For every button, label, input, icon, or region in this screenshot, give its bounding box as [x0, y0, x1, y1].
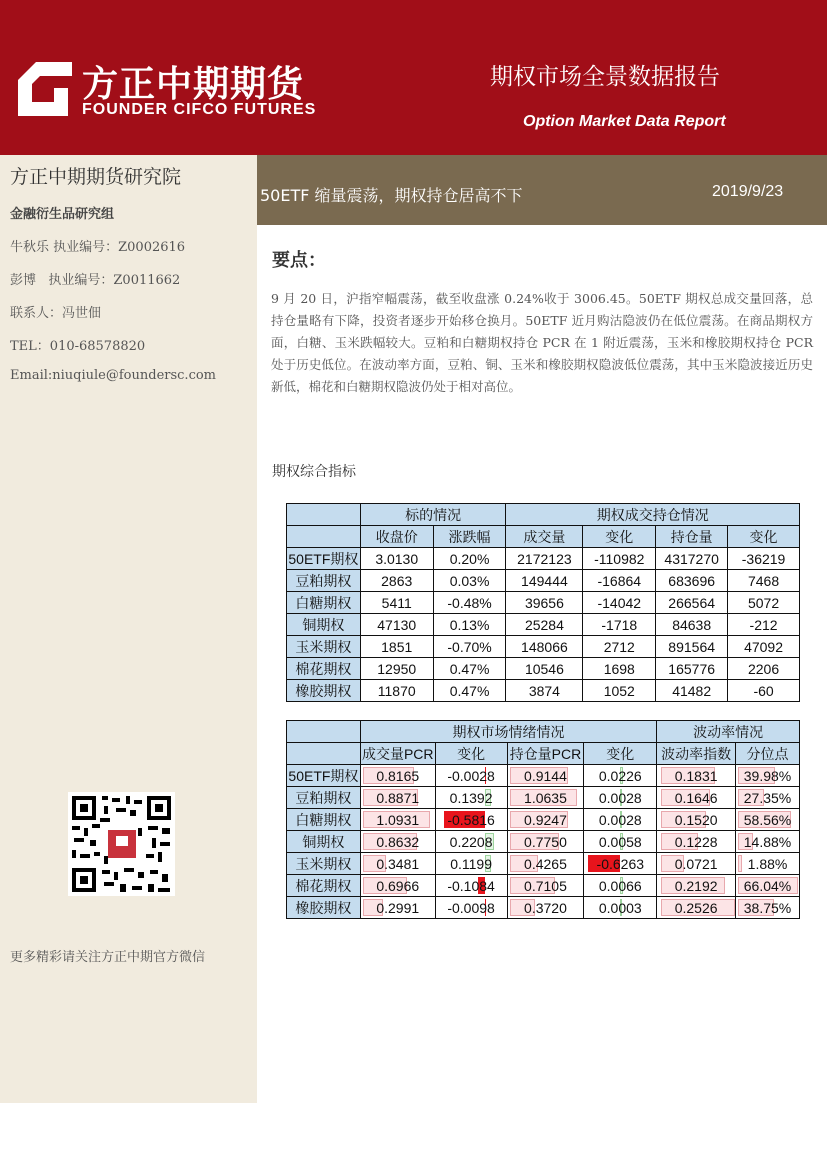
table-cell: -14042 — [583, 592, 656, 614]
summary-paragraph: 9 月 20 日，沪指窄幅震荡，截至收盘涨 0.24%收于 3006.45。50ETF 期权总成交量回落，总持仓量略有下降，投资者逐步开始移仓换月。50ETF 近月购沽隐波仍在低位震荡。在商品期权方面，白糖、玉米跌幅较大。豆粕和白糖期权持仓 PCR 在 1 附近震荡，玉米和橡胶期权持仓 PCR 处于历史低位。在波动率方面，豆粕、铜、玉米和橡胶期权隐波低位震荡，其中玉米隐波接近历史新低，棉花和白糖期权隐波仍处于相对高位。 — [271, 291, 813, 394]
table-cell — [657, 787, 736, 809]
column-header: 波动率指数 — [657, 743, 736, 765]
report-title: 期权市场全景数据报告 — [490, 64, 720, 90]
table-cell — [736, 831, 800, 853]
column-header: 变化 — [583, 526, 656, 548]
cell-value: -0.6263 — [596, 855, 645, 872]
table-cell — [584, 809, 657, 831]
cell-value: 0.0721 — [674, 855, 718, 872]
table-cell: 7468 — [728, 570, 800, 592]
table-cell — [360, 853, 435, 875]
analyst-2: 彭博 执业编号：Z0011662 — [10, 273, 181, 288]
row-label: 50ETF期权 — [287, 548, 361, 570]
corner-cell — [287, 743, 361, 765]
table-cell — [507, 897, 584, 919]
table-cell: -1718 — [583, 614, 656, 636]
table-cell: 2712 — [583, 636, 656, 658]
key-points-heading: 要点： — [272, 250, 326, 271]
table-cell: 2863 — [360, 570, 433, 592]
row-label: 棉花期权 — [287, 658, 361, 680]
table-cell: 0.03% — [433, 570, 506, 592]
table-cell: 3.0130 — [360, 548, 433, 570]
institute-name: 方正中期期货研究院 — [10, 166, 182, 188]
table-cell: 149444 — [506, 570, 583, 592]
founder-logo-icon — [18, 62, 72, 116]
table-cell: 41482 — [656, 680, 728, 702]
cell-value: 38.75% — [743, 899, 792, 916]
table-cell — [435, 809, 507, 831]
group-header-sentiment: 期权市场情绪情况 — [360, 721, 656, 743]
cell-value: 0.0066 — [598, 877, 642, 894]
telephone: TEL：010-68578820 — [10, 339, 146, 354]
table-cell: 39656 — [506, 592, 583, 614]
table-cell: -36219 — [728, 548, 800, 570]
row-label: 玉米期权 — [287, 636, 361, 658]
column-header: 持仓量 — [656, 526, 728, 548]
article-title: 50ETF 缩量震荡，期权持仓居高不下 — [260, 186, 523, 205]
cell-value: 0.1228 — [674, 833, 718, 850]
table-cell: 47130 — [360, 614, 433, 636]
cell-value: 0.1199 — [450, 855, 492, 872]
table-cell — [657, 831, 736, 853]
table-cell — [507, 853, 584, 875]
cell-value: 0.2208 — [449, 833, 493, 850]
row-label: 白糖期权 — [287, 592, 361, 614]
cell-value: -0.1084 — [447, 877, 495, 894]
corner-cell — [287, 721, 361, 743]
table-cell: -60 — [728, 680, 800, 702]
table-cell — [360, 765, 435, 787]
table-cell — [657, 875, 736, 897]
section-title: 期权综合指标 — [272, 464, 356, 480]
table-row — [287, 548, 800, 570]
cell-value: 27.35% — [743, 789, 792, 806]
group-header-volatility: 波动率情况 — [657, 721, 800, 743]
table-cell: 683696 — [656, 570, 728, 592]
table-column-header — [287, 526, 800, 548]
cell-value: 0.1646 — [674, 789, 718, 806]
cell-value: 0.9144 — [524, 767, 567, 784]
table-row — [287, 592, 800, 614]
table-cell: 165776 — [656, 658, 728, 680]
cell-value: 1.88% — [747, 855, 788, 872]
table-cell: 1052 — [583, 680, 656, 702]
table-row — [287, 853, 800, 875]
table-cell: 5411 — [360, 592, 433, 614]
table-row — [287, 636, 800, 658]
cell-value: -0.5816 — [447, 811, 495, 828]
data-bar — [738, 855, 742, 872]
table-cell — [736, 809, 800, 831]
table-cell — [435, 787, 507, 809]
group-header-volume-oi: 期权成交持仓情况 — [506, 504, 800, 526]
underlying-and-volume-table — [286, 503, 800, 702]
cell-value: 0.1831 — [674, 767, 718, 784]
table-cell — [360, 809, 435, 831]
table-cell — [507, 787, 584, 809]
column-header: 分位点 — [736, 743, 800, 765]
table-cell: 266564 — [656, 592, 728, 614]
cell-value: 58.56% — [743, 811, 792, 828]
table-group-header — [287, 721, 800, 743]
logo-english-name: FOUNDER CIFCO FUTURES — [82, 101, 317, 118]
table-group-header — [287, 504, 800, 526]
cell-value: 0.4265 — [524, 855, 567, 872]
table-row — [287, 831, 800, 853]
table-cell — [736, 765, 800, 787]
table-cell: 1851 — [360, 636, 433, 658]
cell-value: 39.98% — [743, 767, 792, 784]
table-cell — [435, 831, 507, 853]
column-header: 涨跌幅 — [433, 526, 506, 548]
cell-value: 66.04% — [743, 877, 792, 894]
column-header: 持仓量PCR — [507, 743, 584, 765]
table-row — [287, 809, 800, 831]
table-cell: 5072 — [728, 592, 800, 614]
table-row — [287, 614, 800, 636]
row-label: 铜期权 — [287, 831, 361, 853]
row-label: 棉花期权 — [287, 875, 361, 897]
cell-value: 0.2192 — [674, 877, 718, 894]
table-cell: 3874 — [506, 680, 583, 702]
corner-cell — [287, 504, 361, 526]
table-row — [287, 658, 800, 680]
table-cell: -16864 — [583, 570, 656, 592]
table-cell: 10546 — [506, 658, 583, 680]
table-cell — [736, 897, 800, 919]
table-cell — [584, 787, 657, 809]
table-cell: 148066 — [506, 636, 583, 658]
table-cell: 2206 — [728, 658, 800, 680]
table-cell — [736, 875, 800, 897]
row-label: 铜期权 — [287, 614, 361, 636]
cell-value: 0.2526 — [674, 899, 718, 916]
table-cell: 11870 — [360, 680, 433, 702]
table-cell: 84638 — [656, 614, 728, 636]
cell-value: 0.8632 — [376, 833, 420, 850]
row-label: 50ETF期权 — [287, 765, 361, 787]
table-cell — [657, 853, 736, 875]
row-label: 豆粕期权 — [287, 570, 361, 592]
table-cell: 47092 — [728, 636, 800, 658]
cell-value: 0.3720 — [524, 899, 567, 916]
table-cell: 2172123 — [506, 548, 583, 570]
corner-cell — [287, 526, 361, 548]
table-cell: -212 — [728, 614, 800, 636]
cell-value: 1.0931 — [376, 811, 420, 828]
cell-value: 1.0635 — [524, 789, 567, 806]
logo-chinese-name: 方正中期期货 — [82, 64, 305, 105]
table-cell — [657, 765, 736, 787]
cell-value: 0.9247 — [524, 811, 567, 828]
research-group: 金融衍生品研究组 — [10, 207, 115, 222]
table-cell: 0.13% — [433, 614, 506, 636]
email: Email:niuqiule@foundersc.com — [10, 368, 217, 383]
cell-value: 0.8871 — [376, 789, 420, 806]
table-cell — [360, 787, 435, 809]
table-row — [287, 787, 800, 809]
table-cell — [507, 875, 584, 897]
cell-value: 0.0028 — [598, 811, 642, 828]
cell-value: 0.7105 — [524, 877, 567, 894]
table-cell — [584, 853, 657, 875]
table-row — [287, 680, 800, 702]
table-cell: -0.70% — [433, 636, 506, 658]
report-subtitle: Option Market Data Report — [523, 113, 726, 130]
table-cell: 1698 — [583, 658, 656, 680]
group-header-underlying: 标的情况 — [360, 504, 506, 526]
table-cell — [360, 875, 435, 897]
table-cell — [435, 853, 507, 875]
table-cell — [507, 809, 584, 831]
table-column-header — [287, 743, 800, 765]
row-label: 玉米期权 — [287, 853, 361, 875]
row-label: 橡胶期权 — [287, 897, 361, 919]
table-cell — [736, 853, 800, 875]
table-row — [287, 570, 800, 592]
table-cell — [584, 831, 657, 853]
table-cell — [657, 809, 736, 831]
column-header: 收盘价 — [360, 526, 433, 548]
report-header — [0, 0, 827, 155]
cell-value: 0.0028 — [598, 789, 642, 806]
follow-wechat-text: 更多精彩请关注方正中期官方微信 — [10, 950, 206, 965]
table-cell — [584, 875, 657, 897]
table-cell — [435, 765, 507, 787]
table-cell: 0.47% — [433, 680, 506, 702]
table-cell: -110982 — [583, 548, 656, 570]
table-cell — [435, 897, 507, 919]
column-header: 成交量PCR — [360, 743, 435, 765]
cell-value: -0.0098 — [447, 899, 495, 916]
table-cell: 12950 — [360, 658, 433, 680]
cell-value: 0.0058 — [598, 833, 642, 850]
cell-value: 0.2991 — [376, 899, 420, 916]
table-row — [287, 765, 800, 787]
table-cell — [736, 787, 800, 809]
report-date: 2019/9/23 — [712, 183, 784, 200]
column-header: 变化 — [435, 743, 507, 765]
row-label: 白糖期权 — [287, 809, 361, 831]
table-cell — [435, 875, 507, 897]
table-cell: 25284 — [506, 614, 583, 636]
table-cell — [360, 897, 435, 919]
table-cell — [507, 765, 584, 787]
sentiment-and-volatility-table — [286, 720, 800, 919]
row-label: 橡胶期权 — [287, 680, 361, 702]
cell-value: 0.0003 — [598, 899, 642, 916]
cell-value: 0.7750 — [524, 833, 567, 850]
column-header: 成交量 — [506, 526, 583, 548]
cell-value: 0.0226 — [598, 767, 642, 784]
table-cell: 891564 — [656, 636, 728, 658]
cell-value: 0.8165 — [376, 767, 420, 784]
table-cell: 0.20% — [433, 548, 506, 570]
table-row — [287, 875, 800, 897]
row-label: 豆粕期权 — [287, 787, 361, 809]
contact-person: 联系人：冯世佃 — [10, 306, 102, 321]
column-header: 变化 — [728, 526, 800, 548]
table-cell — [360, 831, 435, 853]
table-row — [287, 897, 800, 919]
wechat-qr-code — [68, 792, 175, 896]
cell-value: 0.1520 — [674, 811, 718, 828]
cell-value: 0.1392 — [449, 789, 493, 806]
table-cell — [507, 831, 584, 853]
cell-value: 0.3481 — [376, 855, 420, 872]
analyst-1: 牛秋乐 执业编号：Z0002616 — [10, 240, 186, 255]
table-cell — [584, 897, 657, 919]
column-header: 变化 — [584, 743, 657, 765]
table-cell — [584, 765, 657, 787]
cell-value: 14.88% — [743, 833, 792, 850]
table-cell: 4317270 — [656, 548, 728, 570]
table-cell: -0.48% — [433, 592, 506, 614]
cell-value: -0.0028 — [447, 767, 495, 784]
qr-code-icon — [68, 792, 175, 896]
table-cell: 0.47% — [433, 658, 506, 680]
table-cell — [657, 897, 736, 919]
cell-value: 0.6966 — [376, 877, 420, 894]
